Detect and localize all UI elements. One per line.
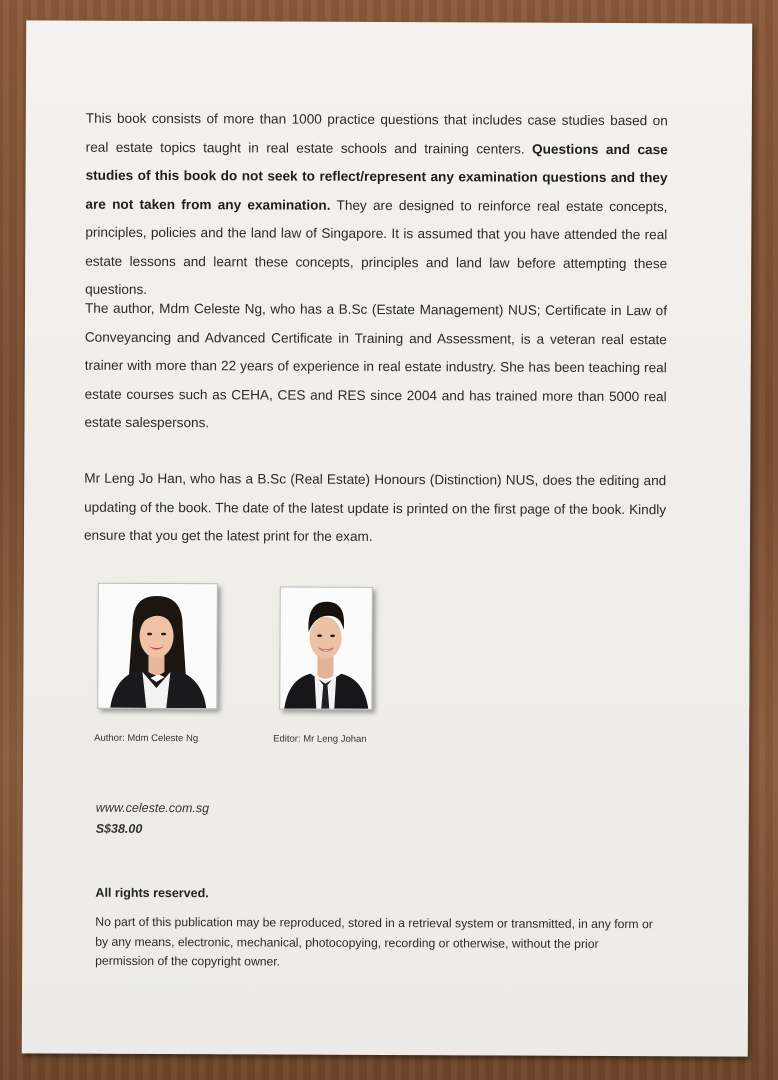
intro-text-2: They are designed to reinforce real estate concepts, principles, policies and the land law of Singapore. It is assumed that you have attended the real estate lessons and learnt these concepts, principles and land law before attempting these questions.: [85, 197, 668, 297]
editor-caption: Editor: Mr Leng Johan: [273, 733, 367, 745]
rights-text: No part of this publication may be reproduced, stored in a retrieval system or transmitted, in any form or by any means, electronic, mechanical, photocopying, recording or otherwise, without the prior permission of the copyright owner.: [95, 914, 653, 969]
intro-paragraph: [85, 105, 668, 307]
book-back-cover: [22, 20, 753, 1056]
price-label: S$38.00: [95, 821, 143, 836]
author-bio-paragraph: The author, Mdm Celeste Ng, who has a B.Sc (Estate Management) NUS; Certificate in Law of Conveyancing and Advanced Certificate in Training and Assessment, is a veteran real estate trainer with more than 22 years of experience in real estate industry. She has been teaching real estate courses such as CEHA, CES and RES since 2004 and has trained more than 5000 real estate salespersons.: [84, 300, 668, 431]
intro-disclaimer-bold: Questions and case studies of this book do not seek to reflect/represent any examination questions and they are not taken from any examination.: [85, 141, 668, 213]
website-url: www.celeste.com.sg: [95, 800, 210, 816]
rights-heading: All rights reserved.: [95, 885, 209, 901]
author-photo: [97, 583, 218, 710]
author-caption: Author: Mdm Celeste Ng: [94, 732, 199, 745]
editor-bio-paragraph: Mr Leng Jo Han, who has a B.Sc (Real Estate) Honours (Distinction) NUS, does the editing and updating of the book. The date of the latest update is printed on the first page of the book. Kindly ensure that you get the latest print for the exam.: [83, 470, 667, 544]
intro-text-1: This book consists of more than 1000 practice questions that includes case studies based on real estate topics taught in real estate schools and training centers.: [85, 110, 668, 157]
editor-photo: [279, 587, 373, 710]
